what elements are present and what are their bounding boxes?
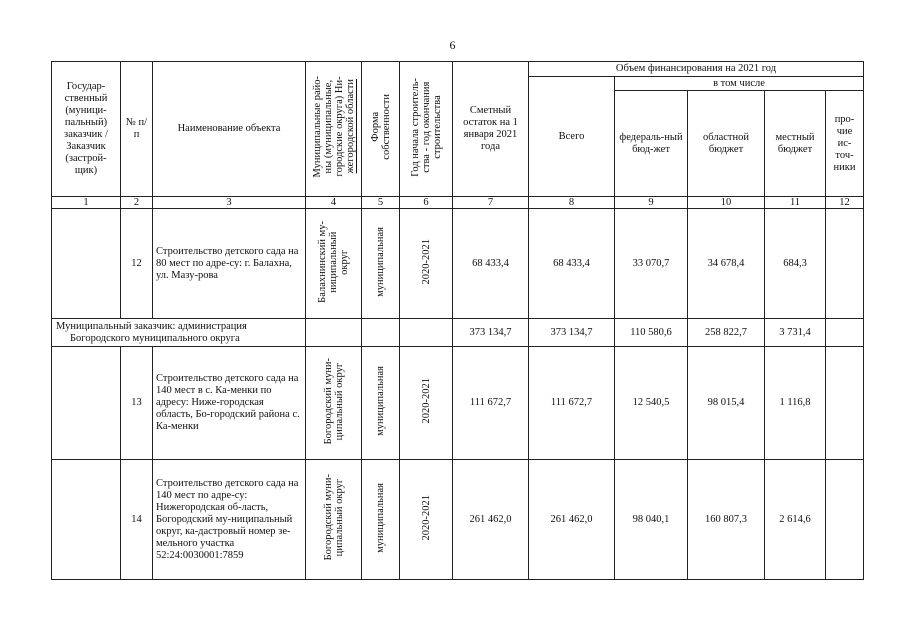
object-name: Строительство детского сада на 80 мест по адре-су: г. Балахна, ул. Мазу-рова [153,209,306,319]
header-other: про-чие ис-точ-ники [826,91,864,197]
row-district: Балахнинский му- ниципальный округ [306,209,362,319]
row-years: 2020-2021 [400,209,453,319]
object-name: Строительство детского сада на 140 мест по адре-су: Нижегородская об-ласть, Богородский му-ниципальный округ, ка-дастровый номер зе-мельного участка 52:24:0030001:7859 [153,460,306,580]
row-other [826,209,864,319]
header-no: № п/п [121,62,153,197]
row-district: Богородский муни- ципальный округ [306,347,362,460]
row-other [826,460,864,580]
subtotal-federal: 110 580,6 [615,319,688,347]
header-local: местный бюджет [765,91,826,197]
row-ownership: муниципальная [362,209,400,319]
page-number: 6 [449,38,456,52]
row-regional: 98 015,4 [688,347,765,460]
row-total: 261 462,0 [529,460,615,580]
col-index: 3 [153,197,306,209]
subtotal-local: 3 731,4 [765,319,826,347]
row-local: 684,3 [765,209,826,319]
header-balance: Сметный остаток на 1 января 2021 года [453,62,529,197]
col-index: 1 [52,197,121,209]
row-regional: 160 807,3 [688,460,765,580]
col-index: 9 [615,197,688,209]
column-index-row [52,197,864,209]
row-no: 14 [121,460,153,580]
row-years: 2020-2021 [400,347,453,460]
row-balance: 111 672,7 [453,347,529,460]
row-other [826,347,864,460]
row-balance: 261 462,0 [453,460,529,580]
table-row [52,209,864,319]
row-total: 68 433,4 [529,209,615,319]
header-district: Муниципальные райо- ны (муниципальные, городские округа) Ни- жегородской области [306,62,362,197]
header-including: в том числе [615,77,864,91]
object-name: Строительство детского сада на 140 мест в с. Ка-менки по адресу: Ниже-городская область, Бо-городский района с. Ка-менки [153,347,306,460]
col-index: 12 [826,197,864,209]
col-index: 2 [121,197,153,209]
header-regional: областной бюджет [688,91,765,197]
subtotal-regional: 258 822,7 [688,319,765,347]
row-federal: 33 070,7 [615,209,688,319]
row-district: Богородский муни- ципальный округ [306,460,362,580]
header-ownership: Форма собственности [362,62,400,197]
col-index: 6 [400,197,453,209]
row-local: 2 614,6 [765,460,826,580]
header-object-name: Наименование объекта [153,62,306,197]
row-no: 13 [121,347,153,460]
col-index: 5 [362,197,400,209]
subtotal-total: 373 134,7 [529,319,615,347]
row-local: 1 116,8 [765,347,826,460]
financing-table [51,61,864,580]
header-funding: Объем финансирования на 2021 год [529,62,864,77]
row-ownership: муниципальная [362,347,400,460]
row-federal: 12 540,5 [615,347,688,460]
table-row [52,347,864,460]
header-years: Год начала строитель- ства - год окончания строительства [400,62,453,197]
row-federal: 98 040,1 [615,460,688,580]
header-total: Всего [529,77,615,197]
col-index: 11 [765,197,826,209]
col-index: 7 [453,197,529,209]
row-ownership: муниципальная [362,460,400,580]
row-no: 12 [121,209,153,319]
table-row [52,460,864,580]
col-index: 4 [306,197,362,209]
col-index: 8 [529,197,615,209]
subtotal-balance: 373 134,7 [453,319,529,347]
row-regional: 34 678,4 [688,209,765,319]
col-index: 10 [688,197,765,209]
row-balance: 68 433,4 [453,209,529,319]
subtotal-row [52,319,864,347]
header-federal: федераль-ный бюд-жет [615,91,688,197]
subtotal-label: Муниципальный заказчик: администрация Богородского муниципального округа [52,319,306,347]
header-customer: Государ-ственный (муници-пальный) заказчик / Заказчик (застрой-щик) [52,62,121,197]
row-total: 111 672,7 [529,347,615,460]
row-years: 2020-2021 [400,460,453,580]
